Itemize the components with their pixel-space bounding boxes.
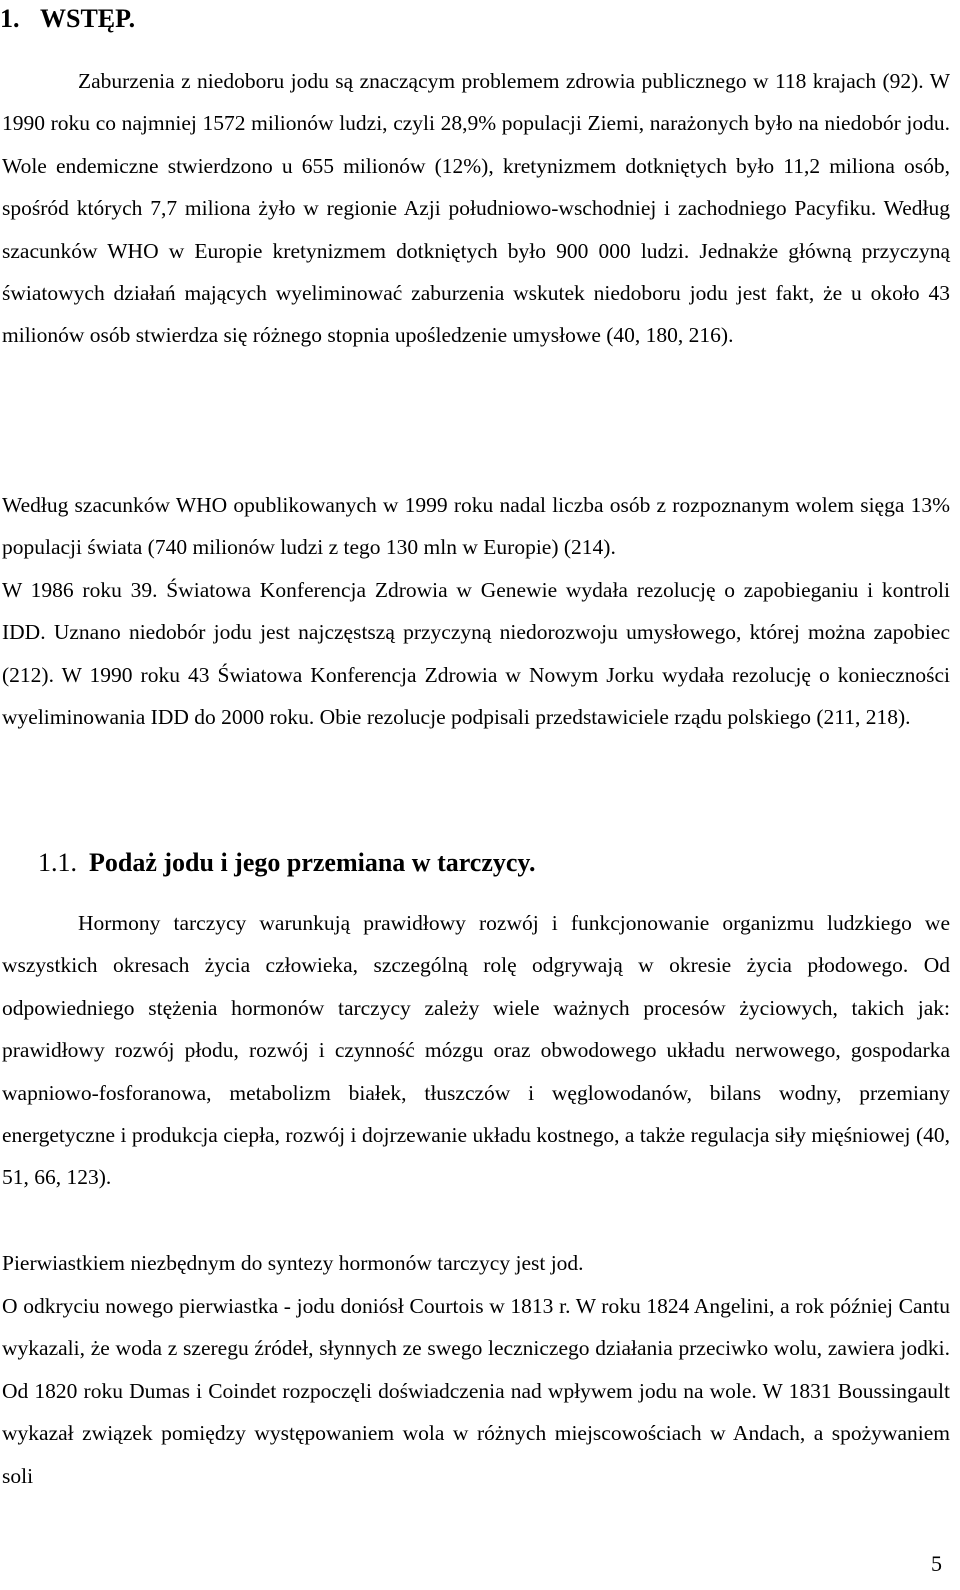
chapter-title: WSTĘP. bbox=[40, 4, 136, 33]
paragraph-iodine-element: Pierwiastkiem niezbędnym do syntezy hormonów tarczycy jest jod. bbox=[2, 1251, 584, 1275]
section-heading bbox=[38, 846, 536, 880]
paragraph-discovery: O odkryciu nowego pierwiastka - jodu doniósł Courtois w 1813 r. W roku 1824 Angelini, a rok później Cantu wykazali, że woda z szeregu źródeł, słynnych ze swego leczniczego działania przeciwko wolu, zawiera jodki. Od 1820 roku Dumas i Coindet rozpoczęli doświadczenia nad wpływem jodu na wole. W 1831 Boussingault wykazał związek pomiędzy występowaniem wola w różnych miejscowościach w Andach, a spożywaniem soli bbox=[2, 1294, 950, 1488]
paragraph-who-1999: Według szacunków WHO opublikowanych w 1999 roku nadal liczba osób z rozpoznanym wolem sięga 13% populacji świata (740 milionów ludzi z tego 130 mln w Europie) (214). bbox=[2, 493, 950, 560]
paragraph-conferences: W 1986 roku 39. Światowa Konferencja Zdrowia w Genewie wydała rezolucję o zapobieganiu i kontroli IDD. Uznano niedobór jodu jest najczęstszą przyczyną niedorozwoju umysłowego, której można zapobiec (212). W 1990 roku 43 Światowa Konferencja Zdrowia w Nowym Jorku wydała rezolucję o konieczności wyeliminowania IDD do 2000 roku. Obie rezolucje podpisali przedstawiciele rządu polskiego (211, 218). bbox=[2, 578, 950, 730]
chapter-heading bbox=[0, 2, 135, 36]
section-number: 1.1. bbox=[38, 848, 77, 877]
page-number: 5 bbox=[931, 1551, 942, 1576]
section-title: Podaż jodu i jego przemiana w tarczycy. bbox=[89, 848, 536, 877]
chapter-number: 1. bbox=[0, 4, 20, 33]
paragraph-intro: Zaburzenia z niedoboru jodu są znaczącym problemem zdrowia publicznego w 118 krajach (92). W 1990 roku co najmniej 1572 milionów ludzi, czyli 28,9% populacji Ziemi, narażonych było na niedobór jodu. Wole endemiczne stwierdzono u 655 milionów (12%), kretynizmem dotkniętych było 11,2 miliona osób, spośród których 7,7 miliona żyło w regionie Azji południowo-wschodniej i zachodniego Pacyfiku. Według szacunków WHO w Europie kretynizmem dotkniętych było 900 000 ludzi. Jednakże główną przyczyną światowych działań mających wyeliminować zaburzenia wskutek niedoboru jodu jest fakt, że u około 43 milionów osób stwierdza się różnego stopnia upośledzenie umysłowe (40, 180, 216). bbox=[2, 69, 950, 348]
paragraph-hormones: Hormony tarczycy warunkują prawidłowy rozwój i funkcjonowanie organizmu ludzkiego we wszystkich okresach życia człowieka, szczególną rolę odgrywają w okresie życia płodowego. Od odpowiedniego stężenia hormonów tarczycy zależy wiele ważnych procesów życiowych, takich jak: prawidłowy rozwój płodu, rozwój i czynność mózgu oraz obwodowego układu nerwowego, gospodarka wapniowo-fosforanowa, metabolizm białek, tłuszczów i węglowodanów, bilans wodny, przemiany energetyczne i produkcja ciepła, rozwój i dojrzewanie układu kostnego, a także regulacja siły mięśniowej (40, 51, 66, 123). bbox=[2, 911, 950, 1190]
